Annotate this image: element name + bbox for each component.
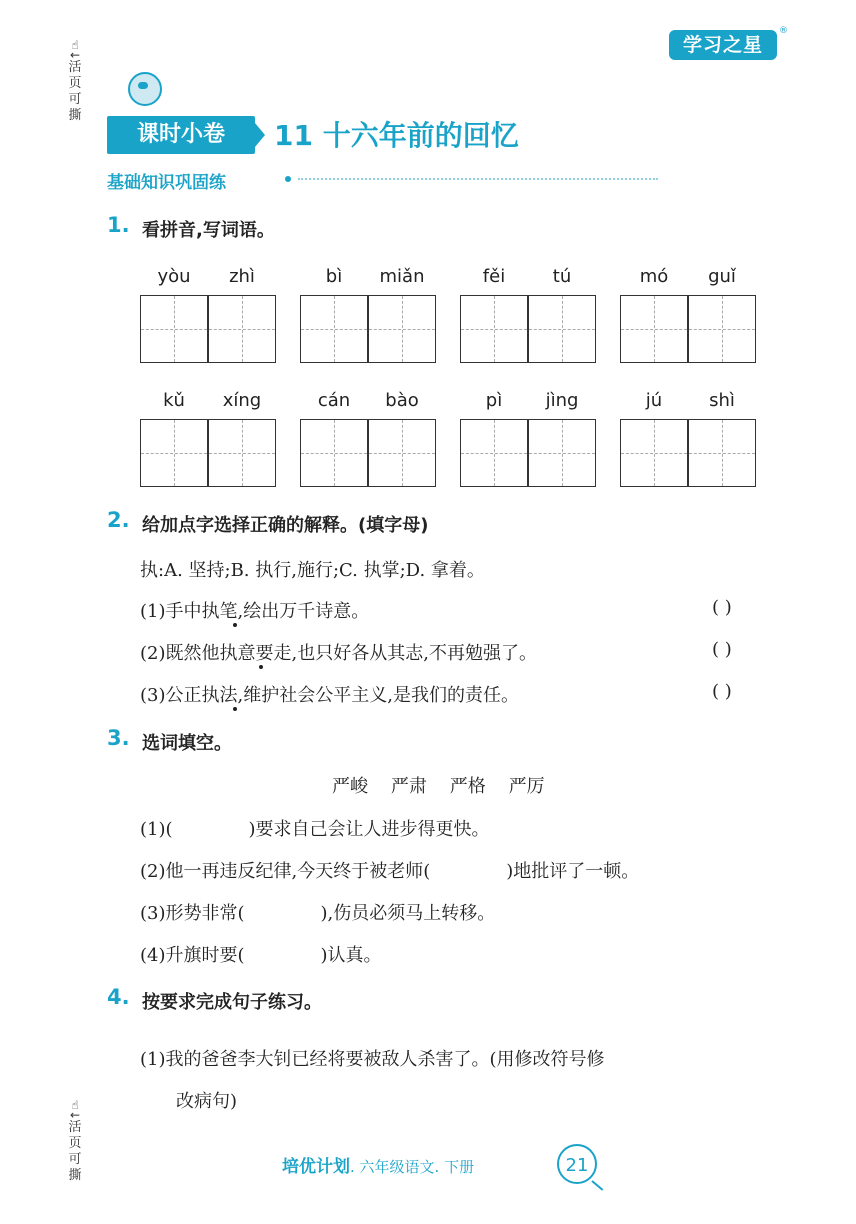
pinyin-label: jú — [645, 390, 663, 411]
grid-guide-vertical — [722, 420, 723, 486]
arrow-left-icon: ← — [69, 48, 81, 62]
pinyin-label: bì — [325, 266, 343, 287]
pinyin-label: kǔ — [163, 390, 185, 411]
tag-arrow-icon — [255, 123, 265, 147]
grid-guide-vertical — [242, 420, 243, 486]
section-title: 基础知识巩固练 — [107, 173, 226, 193]
lesson-title: 11 十六年前的回忆 — [274, 119, 519, 152]
side-tab-top — [62, 40, 88, 124]
footer — [282, 1152, 474, 1177]
writing-grid-cell[interactable] — [688, 295, 756, 363]
pinyin-label: guǐ — [708, 266, 736, 287]
writing-grid-cell[interactable] — [460, 419, 528, 487]
q3-item-pre: (1)( — [140, 819, 173, 840]
grid-guide-vertical — [654, 420, 655, 486]
writing-grid-cell[interactable] — [368, 419, 436, 487]
side-char: 撕 — [68, 1168, 82, 1183]
side-char: 可 — [68, 1152, 82, 1167]
writing-grid-cell[interactable] — [300, 419, 368, 487]
grid-guide-vertical — [242, 296, 243, 362]
q3-item-pre: (4)升旗时要( — [140, 945, 245, 966]
writing-grid-cell[interactable] — [368, 295, 436, 363]
side-tab-bottom — [62, 1100, 88, 1184]
hand-icon: ☝ — [71, 1098, 79, 1112]
q4-item-1-line-2: 改病句) — [176, 1091, 238, 1112]
writing-grid-cell[interactable] — [528, 419, 596, 487]
question-number: 2. — [107, 508, 130, 532]
grid-guide-vertical — [334, 296, 335, 362]
grid-guide-vertical — [174, 296, 175, 362]
grid-guide-vertical — [562, 420, 563, 486]
grid-guide-vertical — [174, 420, 175, 486]
emphasis-dot — [259, 665, 263, 669]
side-char: 活 — [68, 60, 82, 75]
question-title: 选词填空。 — [142, 733, 232, 754]
q4-item-1-line-1: (1)我的爸爸李大钊已经将要被敌人杀害了。(用修改符号修 — [140, 1049, 605, 1070]
pinyin-label: pì — [485, 390, 503, 411]
q3-item-post: ),伤员必须马上转移。 — [320, 903, 496, 924]
writing-grid-cell[interactable] — [140, 419, 208, 487]
writing-grid-cell[interactable] — [528, 295, 596, 363]
writing-grid-cell[interactable] — [208, 419, 276, 487]
grid-guide-vertical — [562, 296, 563, 362]
q3-item-4 — [140, 941, 382, 967]
q2-item-1: (1)手中执笔,绘出万千诗意。 — [140, 601, 370, 622]
side-char: 撕 — [68, 108, 82, 123]
section-divider — [298, 178, 658, 180]
side-char: 可 — [68, 92, 82, 107]
pinyin-label: cán — [317, 390, 351, 411]
question-number: 4. — [107, 985, 130, 1009]
question-title: 按要求完成句子练习。 — [142, 992, 322, 1013]
answer-blank[interactable]: ( ) — [712, 681, 732, 702]
q3-item-pre: (3)形势非常( — [140, 903, 245, 924]
pinyin-label: bào — [385, 390, 419, 411]
pinyin-label: fěi — [482, 266, 506, 287]
side-char: 活 — [68, 1120, 82, 1135]
answer-blank[interactable]: ( ) — [712, 597, 732, 618]
grid-guide-vertical — [402, 296, 403, 362]
hand-icon: ☝ — [71, 38, 79, 52]
footer-subtitle: . 六年级语文. 下册 — [350, 1158, 475, 1176]
pinyin-label: xíng — [222, 390, 262, 411]
q3-item-1 — [140, 815, 490, 841]
pinyin-label: jìng — [545, 390, 579, 411]
writing-grid-cell[interactable] — [140, 295, 208, 363]
grid-guide-vertical — [494, 420, 495, 486]
registered-mark: ® — [779, 26, 788, 36]
pinyin-label: yòu — [157, 266, 191, 287]
astronaut-icon — [128, 72, 162, 106]
writing-grid-cell[interactable] — [300, 295, 368, 363]
q3-item-post: )要求自己会让人进步得更快。 — [248, 819, 490, 840]
question-title: 给加点字选择正确的解释。(填字母) — [142, 515, 429, 536]
q3-item-2 — [140, 857, 639, 883]
question-number: 1. — [107, 213, 130, 237]
brand-logo: 学习之星 — [669, 30, 777, 60]
q3-item-pre: (2)他一再违反纪律,今天终于被老师( — [140, 861, 431, 882]
writing-grid-cell[interactable] — [460, 295, 528, 363]
pinyin-label: zhì — [229, 266, 255, 287]
page-number: 21 — [557, 1144, 597, 1184]
q3-item-post: )地批评了一顿。 — [506, 861, 640, 882]
grid-guide-vertical — [722, 296, 723, 362]
writing-grid-cell[interactable] — [208, 295, 276, 363]
definition-line: 执:A. 坚持;B. 执行,施行;C. 执掌;D. 拿着。 — [140, 560, 485, 581]
page-magnifier-handle — [591, 1180, 603, 1191]
q3-item-3 — [140, 899, 495, 925]
lesson-tag: 课时小卷 — [107, 116, 255, 154]
q2-item-3: (3)公正执法,维护社会公平主义,是我们的责任。 — [140, 685, 519, 706]
grid-guide-vertical — [334, 420, 335, 486]
pinyin-label: shì — [709, 390, 735, 411]
grid-guide-vertical — [654, 296, 655, 362]
question-title: 看拼音,写词语。 — [142, 220, 275, 241]
writing-grid-cell[interactable] — [620, 419, 688, 487]
side-char: 页 — [68, 76, 82, 91]
writing-grid-cell[interactable] — [688, 419, 756, 487]
q2-item-2: (2)既然他执意要走,也只好各从其志,不再勉强了。 — [140, 643, 537, 664]
emphasis-dot — [233, 623, 237, 627]
section-dot — [285, 176, 291, 182]
grid-guide-vertical — [402, 420, 403, 486]
word-bank: 严峻 严肃 严格 严厉 — [332, 776, 545, 797]
footer-brand: 培优计划 — [282, 1157, 350, 1177]
side-char: 页 — [68, 1136, 82, 1151]
grid-guide-vertical — [494, 296, 495, 362]
emphasis-dot — [233, 707, 237, 711]
pinyin-label: tú — [552, 266, 572, 287]
pinyin-label: miǎn — [379, 266, 425, 287]
arrow-left-icon: ← — [69, 1108, 81, 1122]
answer-blank[interactable]: ( ) — [712, 639, 732, 660]
writing-grid-cell[interactable] — [620, 295, 688, 363]
astronaut-visor — [138, 82, 148, 89]
pinyin-label: mó — [639, 266, 669, 287]
question-number: 3. — [107, 726, 130, 750]
q3-item-post: )认真。 — [320, 945, 382, 966]
